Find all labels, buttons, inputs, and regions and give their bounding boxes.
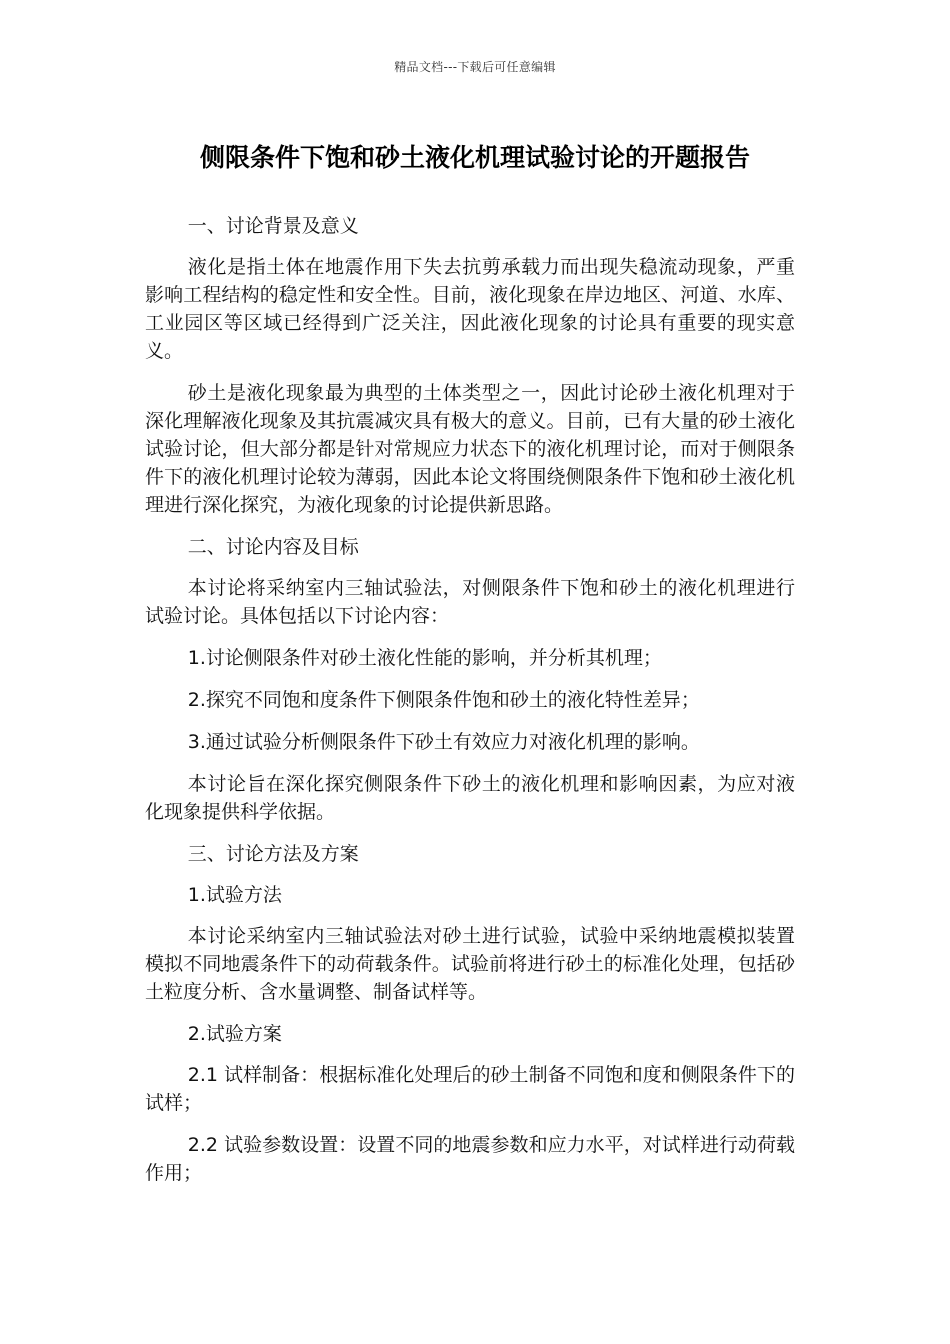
section-heading-methods: 三、讨论方法及方案 — [187, 843, 359, 865]
subsection-heading-test-plan: 2.试验方案 — [187, 1023, 282, 1045]
paragraph-test-method: 本讨论采纳室内三轴试验法对砂土进行试验，试验中采纳地震模拟装置模拟不同地震条件下的动荷载条件。试验前将进行砂土的标准化处理，包括砂土粒度分析、含水量调整、制备试样等。 — [145, 925, 795, 1003]
section-heading-background: 一、讨论背景及意义 — [187, 215, 359, 237]
list-item-content-3: 3.通过试验分析侧限条件下砂土有效应力对液化机理的影响。 — [187, 731, 700, 753]
list-item-content-1: 1.讨论侧限条件对砂土液化性能的影响，并分析其机理； — [187, 647, 662, 669]
list-item-plan-2-1: 2.1 试样制备：根据标准化处理后的砂土制备不同饱和度和侧限条件下的试样； — [145, 1064, 795, 1114]
subsection-heading-test-method: 1.试验方法 — [187, 884, 282, 906]
document-body — [145, 212, 795, 1201]
list-item-content-2: 2.探究不同饱和度条件下侧限条件饱和砂土的液化特性差异； — [187, 689, 700, 711]
paragraph-research-goal: 本讨论旨在深化探究侧限条件下砂土的液化机理和影响因素，为应对液化现象提供科学依据。 — [145, 773, 795, 823]
paragraph-research-content: 本讨论将采纳室内三轴试验法，对侧限条件下饱和砂土的液化机理进行试验讨论。具体包括以下讨论内容： — [145, 577, 795, 627]
paragraph-sand-liquefaction: 砂土是液化现象最为典型的土体类型之一，因此讨论砂土液化机理对于深化理解液化现象及其抗震减灾具有极大的意义。目前，已有大量的砂土液化试验讨论，但大部分都是针对常规应力状态下的液化机理讨论，而对于侧限条件下的液化机理讨论较为薄弱，因此本论文将围绕侧限条件下饱和砂土液化机理进行深化探究，为液化现象的讨论提供新思路。 — [145, 382, 795, 516]
document-title: 侧限条件下饱和砂土液化机理试验讨论的开题报告 — [199, 143, 750, 172]
paragraph-liquefaction-definition: 液化是指土体在地震作用下失去抗剪承载力而出现失稳流动现象，严重影响工程结构的稳定性和安全性。目前，液化现象在岸边地区、河道、水库、工业园区等区域已经得到广泛关注，因此液化现象的讨论具有重要的现实意义。 — [145, 256, 795, 362]
header-note: 精品文档---下载后可任意编辑 — [394, 60, 556, 74]
section-heading-content: 二、讨论内容及目标 — [187, 536, 359, 558]
list-item-plan-2-2: 2.2 试验参数设置：设置不同的地震参数和应力水平，对试样进行动荷载作用； — [145, 1134, 795, 1184]
